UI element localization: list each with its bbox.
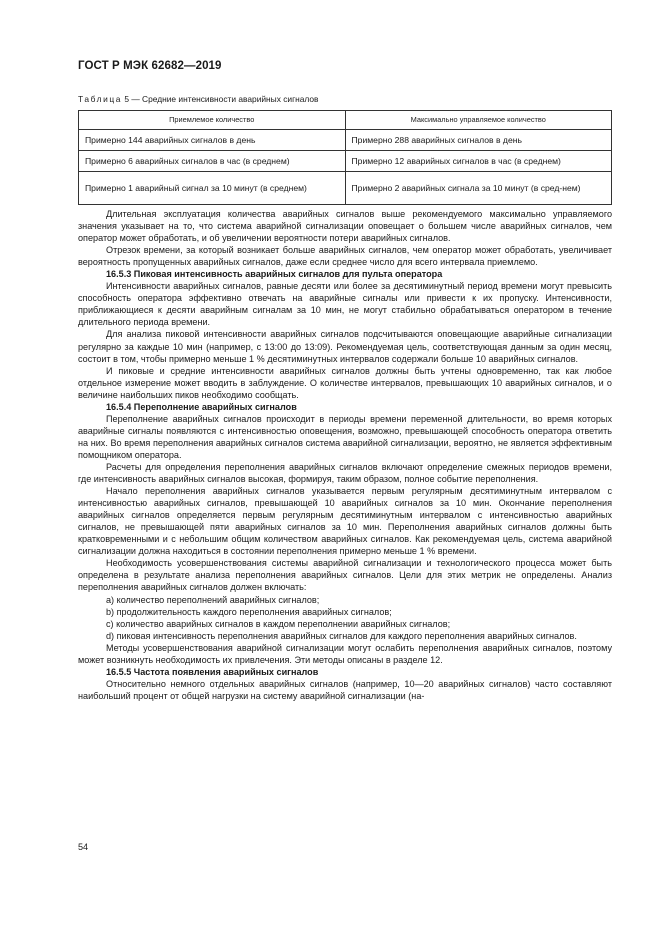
table-cell: Примерно 12 аварийных сигналов в час (в среднем)	[345, 151, 612, 172]
table-cell: Примерно 288 аварийных сигналов в день	[345, 130, 612, 151]
page-number: 54	[78, 842, 89, 852]
paragraph: Расчеты для определения переполнения аварийных сигналов включают определение смежных периодов времени, где интенсивность аварийных сигналов высокая, формируя, таким образом, полное событие переполнения.	[78, 461, 612, 485]
column-header-acceptable: Приемлемое количество	[79, 111, 346, 130]
paragraph: И пиковые и средние интенсивности аварийных сигналов должны быть учтены одновременно, так как любое отдельное измерение может вводить в заблуждение. О количестве интервалов, превышающих 10 аварийных сигналов, и о величине наибольших пиков необходимо сообщать.	[78, 365, 612, 400]
body-text	[78, 208, 612, 702]
table-caption-label: Таблица	[78, 94, 123, 104]
table-cell: Примерно 6 аварийных сигналов в час (в среднем)	[79, 151, 346, 172]
alarm-rate-table	[78, 110, 612, 205]
table-row	[79, 130, 612, 151]
table-cell: Примерно 144 аварийных сигналов в день	[79, 130, 346, 151]
table-row	[79, 172, 612, 205]
table-row	[79, 151, 612, 172]
paragraph: Интенсивности аварийных сигналов, равные десяти или более за десятиминутный период времени могут превысить способность оператора эффективно отвечать на аварийные сигналы или привести к их пропуску. Интенсивности, приближающиеся к десяти аварийным сигналам за 10 мин, не могут стабильно обрабатываться оператором в течение длительного периода времени.	[78, 281, 612, 328]
list-item: d) пиковая интенсивность переполнения аварийных сигналов для каждого переполнения аварийных сигналов.	[106, 630, 577, 641]
table-cell: Примерно 1 аварийный сигнал за 10 минут (в среднем)	[79, 172, 346, 205]
paragraph: Относительно немного отдельных аварийных сигналов (например, 10—20 аварийных сигналов) часто составляют наибольший процент от общей нагрузки на систему аварийной сигнализации (на-	[78, 678, 612, 701]
section-heading: 16.5.5 Частота появления аварийных сигналов	[106, 666, 319, 677]
list-item: c) количество аварийных сигналов в каждом переполнении аварийных сигналов;	[106, 618, 451, 629]
table-caption-title: 5 — Средние интенсивности аварийных сигналов	[124, 94, 319, 104]
paragraph: Переполнение аварийных сигналов происходит в периоды времени переменной длительности, во время которых аварийные сигналы появляются с интенсивностью оповещения, возможно, превышающей способность оператора ответить на них. Во время переполнения аварийных сигналов система аварийной сигнализации, вероятно, не является эффективным помощником оператора.	[78, 413, 612, 460]
table-caption	[78, 94, 319, 104]
paragraph: Для анализа пиковой интенсивности аварийных сигналов подсчитываются оповещающие аварийные сигнализации регулярно за каждые 10 мин (например, с 13:00 до 13:09). Рекомендуемая цель, соответствующая данным за один месяц, состоит в том, чтобы примерно меньше 1 % десятиминутных интервалов содержали больше 10 аварийных сигналов.	[78, 329, 612, 364]
paragraph: Отрезок времени, за который возникает больше аварийных сигналов, чем оператор может обработать, увеличивает вероятность пропущенных аварийных сигналов, даже если среднее число для всего интервала приемлемо.	[78, 245, 612, 268]
paragraph: Методы усовершенствования аварийной сигнализации могут ослабить переполнения аварийных сигналов, поэтому может возникнуть необходимость их привлечения. Эти методы описаны в разделе 12.	[78, 642, 612, 665]
section-heading: 16.5.3 Пиковая интенсивность аварийных сигналов для пульта оператора	[106, 269, 443, 280]
paragraph: Длительная эксплуатация количества аварийных сигналов выше рекомендуемого максимально управляемого значения указывает на то, что система аварийной сигнализации оповещает о большем числе аварийных сигналов, чем оператор может обработать, и об увеличении вероятности потери аварийных сигналов.	[78, 209, 612, 244]
column-header-max-manageable: Максимально управляемое количество	[345, 111, 612, 130]
table-cell: Примерно 2 аварийных сигнала за 10 минут (в сред-нем)	[345, 172, 612, 205]
list-item: b) продолжительность каждого переполнения аварийных сигналов;	[106, 606, 392, 617]
document-header: ГОСТ Р МЭК 62682—2019	[78, 60, 222, 72]
paragraph: Необходимость усовершенствования системы аварийной сигнализации и технологического процесса может быть определена в результате анализа переполнения аварийных сигналов. Цели для этих метрик не определены. Анализ переполнения аварийных сигналов должен включать:	[78, 558, 612, 593]
list-item: a) количество переполнений аварийных сигналов;	[106, 594, 320, 605]
paragraph: Начало переполнения аварийных сигналов указывается первым регулярным десятиминутным интервалом с интенсивностью аварийных сигналов, превышающей 10 аварийных сигналов за 10 мин. Окончание переполнения аварийных сигналов определяется первым регулярным десятиминутным интервалом с интенсивностью аварийных сигналов, не превышающей пяти аварийных сигналов за 10 мин. Переполнения аварийных сигналов должны быть кратковременными и с небольшим общим количеством аварийных сигналов. Как рекомендуемая цель, система аварийной сигнализации должна находиться в состоянии переполнения примерно меньше 1 % времени.	[78, 486, 612, 557]
section-heading: 16.5.4 Переполнение аварийных сигналов	[106, 401, 297, 412]
